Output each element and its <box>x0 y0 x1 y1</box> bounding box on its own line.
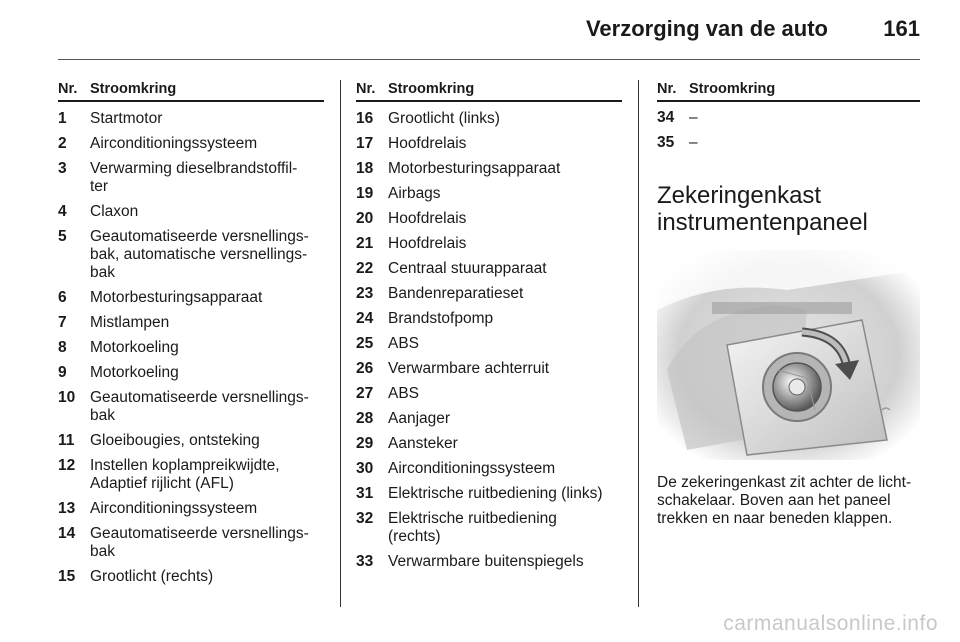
column-divider <box>340 80 341 607</box>
fuse-number: 25 <box>356 335 374 352</box>
fuse-circuit: Hoofdrelais <box>388 135 467 152</box>
fuse-number: 20 <box>356 210 374 227</box>
fuse-number: 5 <box>58 228 67 245</box>
fuse-circuit: Geautomatiseerde versnellings- bak <box>90 389 309 424</box>
fuse-number: 26 <box>356 360 374 377</box>
fuse-number: 34 <box>657 109 675 126</box>
header-circuit: Stroomkring <box>90 81 177 97</box>
fuse-number: 31 <box>356 485 374 502</box>
table-row <box>58 568 324 586</box>
table-row <box>58 135 324 153</box>
fuse-circuit: Grootlicht (rechts) <box>90 568 214 585</box>
fuse-circuit: Claxon <box>90 203 139 220</box>
table-row <box>356 285 622 303</box>
table-row <box>58 500 324 518</box>
fuse-number: 16 <box>356 110 374 127</box>
fuse-number: 24 <box>356 310 374 327</box>
table-row <box>356 553 622 571</box>
fuse-circuit: ABS <box>388 385 420 402</box>
fuse-circuit: ABS <box>388 335 420 352</box>
table-row <box>58 364 324 382</box>
fuse-number: 13 <box>58 500 76 517</box>
fuse-number: 14 <box>58 525 76 542</box>
fuse-number: 22 <box>356 260 374 277</box>
watermark: carmanualsonline.info <box>723 612 938 635</box>
page-title: Verzorging van de auto <box>585 16 828 41</box>
table-row <box>58 525 324 561</box>
header-nr: Nr. <box>657 81 677 97</box>
table-row <box>58 389 324 425</box>
fuse-circuit: Brandstofpomp <box>388 310 494 327</box>
table-header <box>356 80 622 102</box>
table-header <box>58 80 324 102</box>
fuse-circuit: Airconditioningssysteem <box>90 500 258 517</box>
fuse-circuit: Gloeibougies, ontsteking <box>90 432 260 449</box>
fuse-number: 30 <box>356 460 374 477</box>
fuse-number: 27 <box>356 385 374 402</box>
table-row <box>58 110 324 128</box>
fuse-box-illustration <box>657 250 920 460</box>
fuse-circuit: Airconditioningssysteem <box>388 460 556 477</box>
table-row <box>657 109 920 127</box>
fuse-number: 33 <box>356 553 374 570</box>
header-divider <box>58 59 920 60</box>
fuse-table-column-3 <box>657 80 920 528</box>
fuse-circuit: Mistlampen <box>90 314 170 331</box>
fuse-number: 6 <box>58 289 67 306</box>
fuse-circuit: Motorbesturingsapparaat <box>90 289 263 306</box>
fuse-number: 17 <box>356 135 374 152</box>
fuse-circuit: Elektrische ruitbediening (rechts) <box>388 510 557 545</box>
table-row <box>356 235 622 253</box>
section-body: De zekeringenkast zit achter de licht- schakelaar. Boven aan het paneel trekken en naar beneden klappen. <box>657 474 912 527</box>
fuse-number: 4 <box>58 203 67 220</box>
fuse-number: 29 <box>356 435 374 452</box>
fuse-number: 19 <box>356 185 374 202</box>
table-row <box>356 360 622 378</box>
fuse-circuit: Hoofdrelais <box>388 210 467 227</box>
column-divider <box>638 80 639 607</box>
fuse-number: 9 <box>58 364 67 381</box>
table-row <box>356 485 622 503</box>
fuse-number: 12 <box>58 457 76 474</box>
fuse-circuit: Aanjager <box>388 410 451 427</box>
fuse-number: 3 <box>58 160 67 177</box>
table-row <box>356 310 622 328</box>
table-header <box>657 80 920 102</box>
table-row <box>356 160 622 178</box>
table-row <box>356 110 622 128</box>
fuse-circuit: Centraal stuurapparaat <box>388 260 547 277</box>
fuse-circuit: – <box>689 109 698 126</box>
table-row <box>356 210 622 228</box>
section-heading: Zekeringenkast instrumentenpaneel <box>657 182 868 236</box>
fuse-number: 2 <box>58 135 67 152</box>
fuse-number: 35 <box>657 134 675 151</box>
fuse-number: 8 <box>58 339 67 356</box>
fuse-table-column-2 <box>356 80 622 571</box>
table-row <box>356 410 622 428</box>
fuse-circuit: Hoofdrelais <box>388 235 467 252</box>
table-row <box>58 314 324 332</box>
table-row <box>356 135 622 153</box>
table-row <box>58 203 324 221</box>
fuse-circuit: Verwarming dieselbrandstoffil- ter <box>90 160 298 195</box>
table-row <box>356 385 622 403</box>
fuse-circuit: Verwarmbare buitenspiegels <box>388 553 584 570</box>
fuse-circuit: Instellen koplampreikwijdte, Adaptief rijlicht (AFL) <box>90 457 280 492</box>
fuse-circuit: Elektrische ruitbediening (links) <box>388 485 603 502</box>
fuse-circuit: Airconditioningssysteem <box>90 135 258 152</box>
fuse-circuit: Geautomatiseerde versnellings- bak <box>90 525 309 560</box>
table-row <box>356 335 622 353</box>
table-row <box>58 432 324 450</box>
table-row <box>356 260 622 278</box>
header-nr: Nr. <box>58 81 78 97</box>
fuse-circuit: Motorkoeling <box>90 339 179 356</box>
table-row <box>58 228 324 282</box>
table-row <box>356 185 622 203</box>
fuse-circuit: – <box>689 134 698 151</box>
fuse-circuit: Startmotor <box>90 110 163 127</box>
header-nr: Nr. <box>356 81 376 97</box>
table-row <box>356 510 622 546</box>
fuse-circuit: Bandenreparatieset <box>388 285 524 302</box>
fuse-circuit: Geautomatiseerde versnellings- bak, automatische versnellings- bak <box>90 228 309 281</box>
header-circuit: Stroomkring <box>388 81 475 97</box>
table-row <box>356 460 622 478</box>
fuse-number: 1 <box>58 110 67 127</box>
fuse-number: 7 <box>58 314 67 331</box>
fuse-number: 28 <box>356 410 374 427</box>
fuse-circuit: Airbags <box>388 185 441 202</box>
fuse-table-column-1 <box>58 80 324 586</box>
page-number: 161 <box>883 16 920 41</box>
table-row <box>58 339 324 357</box>
fuse-circuit: Grootlicht (links) <box>388 110 500 127</box>
fuse-circuit: Verwarmbare achterruit <box>388 360 550 377</box>
fuse-number: 11 <box>58 432 75 449</box>
table-row <box>58 289 324 307</box>
fuse-number: 23 <box>356 285 374 302</box>
table-row <box>58 457 324 493</box>
fuse-number: 15 <box>58 568 76 585</box>
fuse-number: 21 <box>356 235 374 252</box>
header-circuit: Stroomkring <box>689 81 776 97</box>
table-row <box>356 435 622 453</box>
fuse-circuit: Motorkoeling <box>90 364 179 381</box>
table-row <box>657 134 920 152</box>
fuse-number: 18 <box>356 160 374 177</box>
table-row <box>58 160 324 196</box>
fuse-circuit: Aansteker <box>388 435 458 452</box>
fuse-circuit: Motorbesturingsapparaat <box>388 160 561 177</box>
fuse-number: 10 <box>58 389 76 406</box>
fuse-number: 32 <box>356 510 374 527</box>
